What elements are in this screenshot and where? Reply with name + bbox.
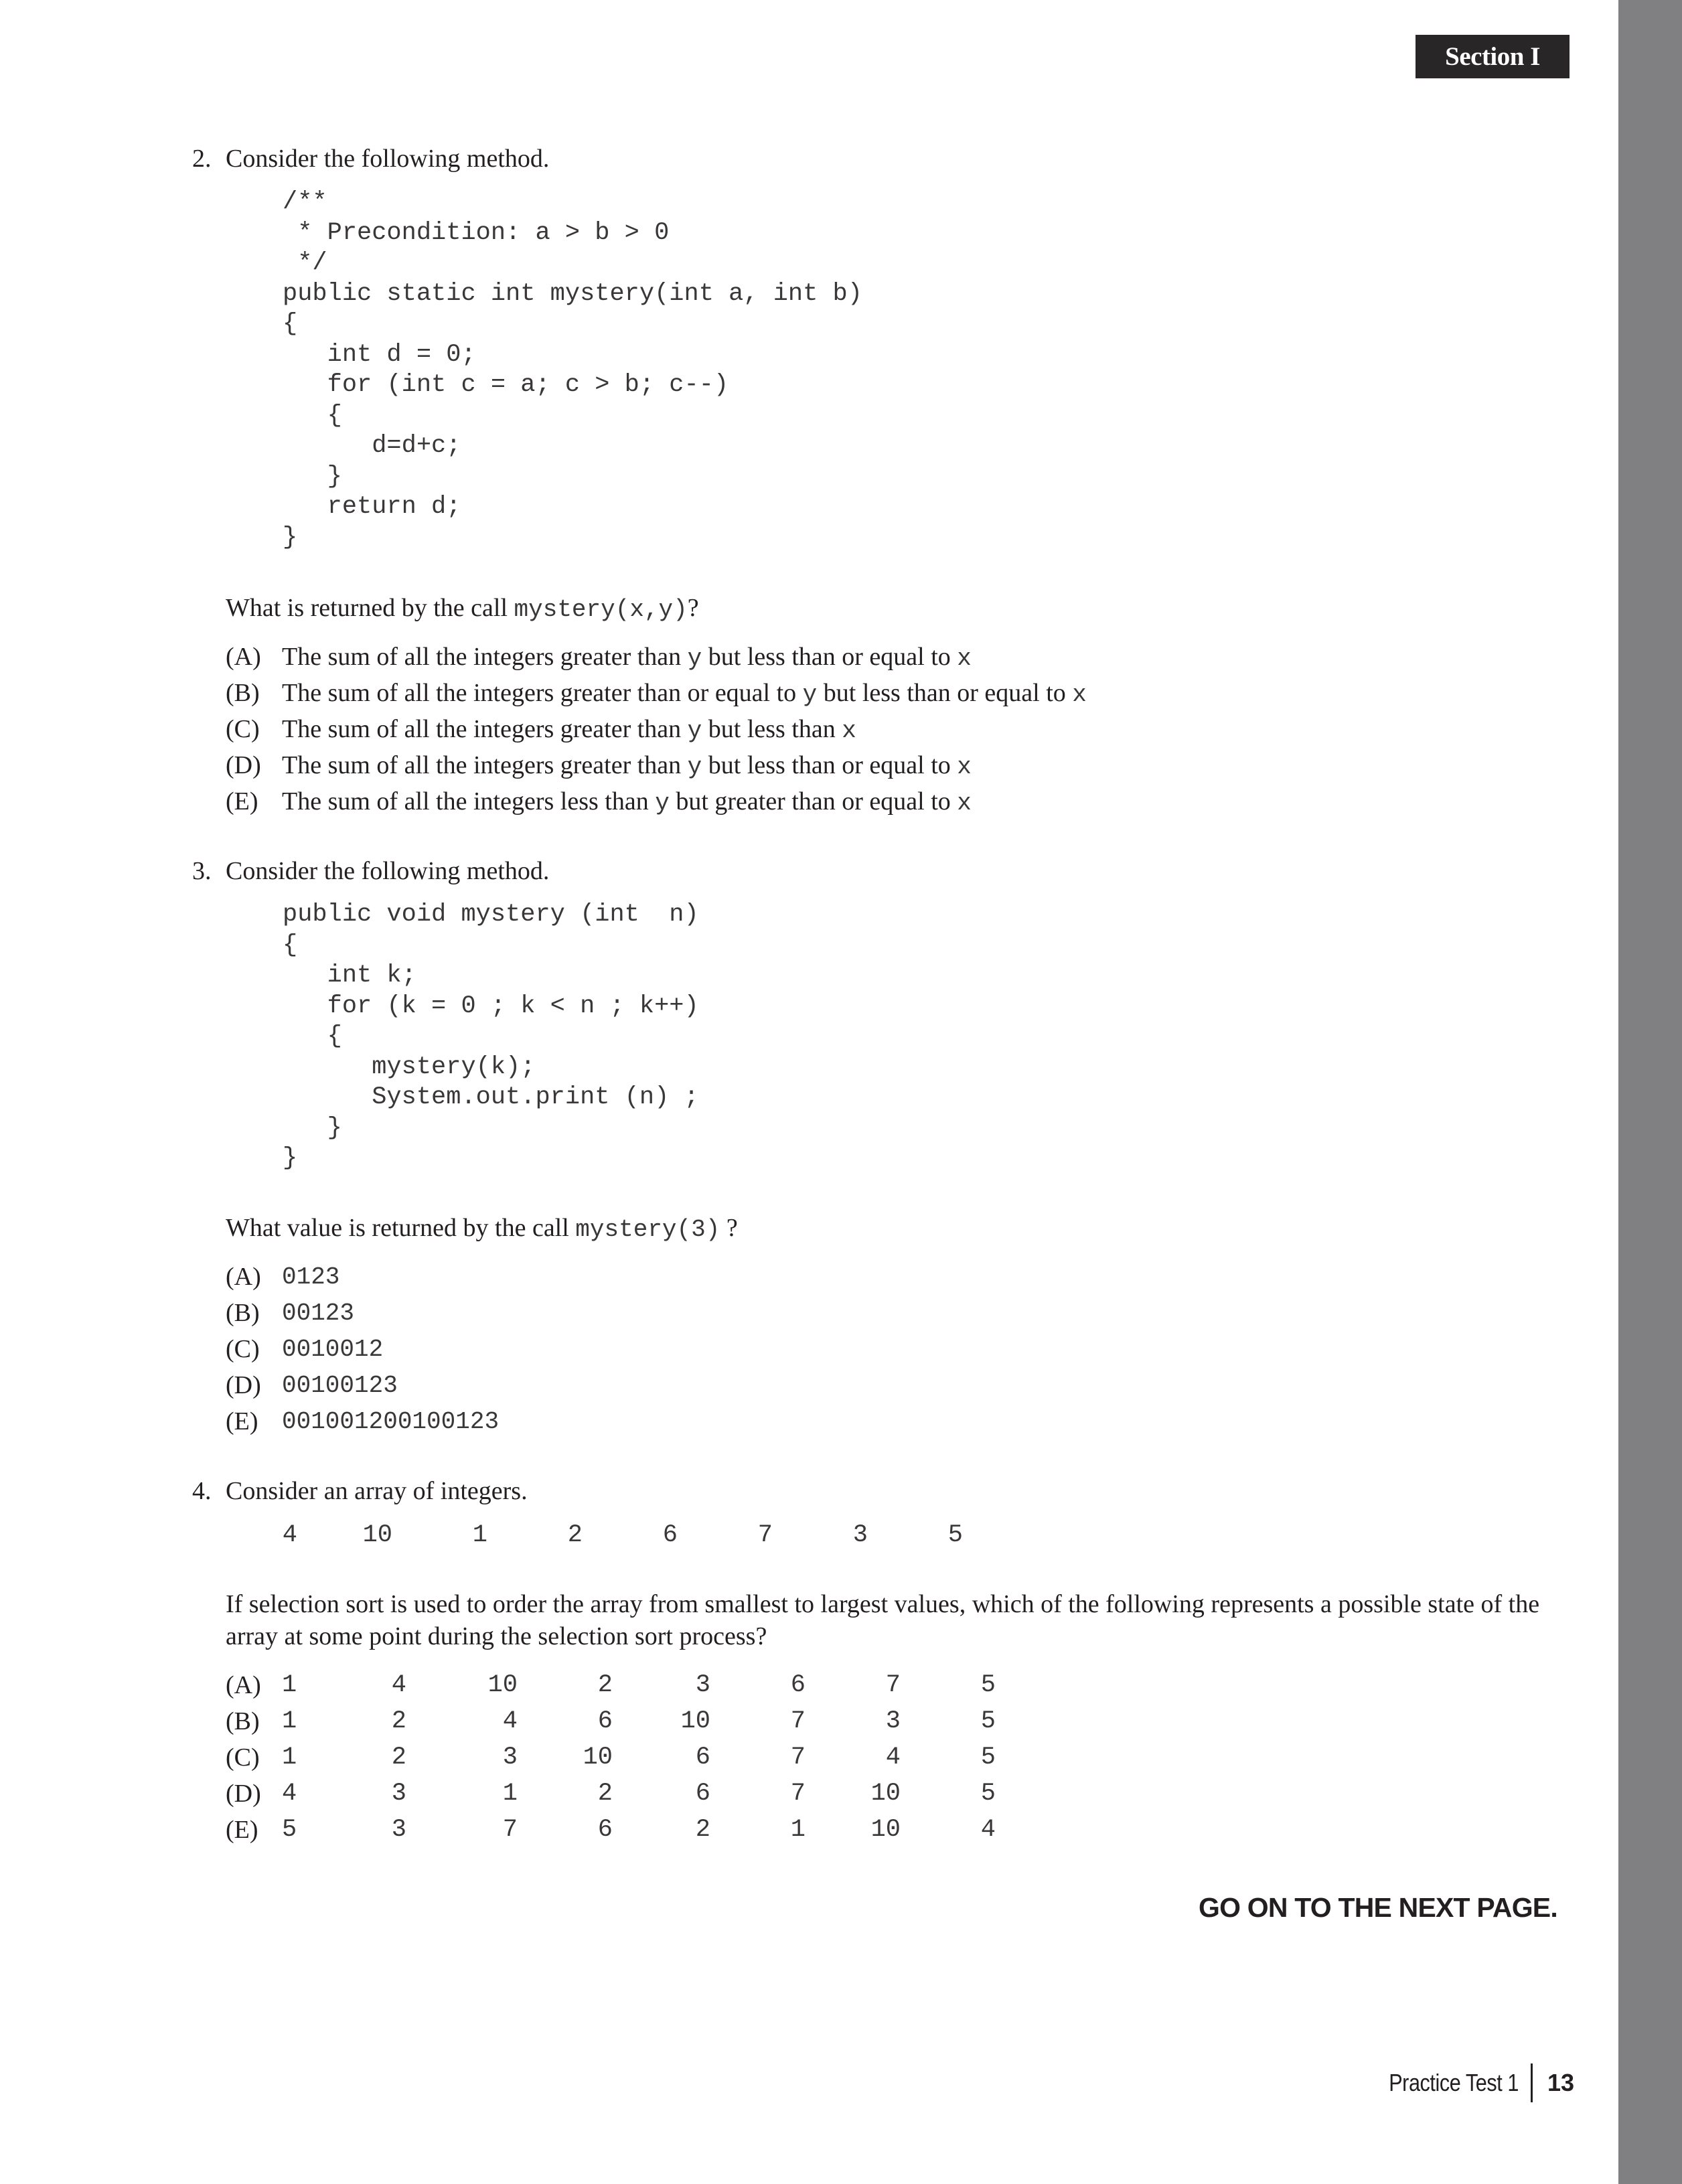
test-label: Practice Test 1 xyxy=(1389,2069,1519,2096)
section-badge xyxy=(1416,35,1570,78)
choice-b[interactable]: (B) 1 2 4 6 10 7 3 5 xyxy=(226,1707,996,1735)
question-number: 2. xyxy=(192,145,212,173)
question-prompt-q2: What is returned by the call mystery(x,y)? xyxy=(226,594,699,623)
question-2 xyxy=(192,143,549,174)
choice-c[interactable]: (C) 1 2 3 10 6 7 4 5 xyxy=(226,1743,996,1772)
question-3 xyxy=(192,856,549,886)
choice-a[interactable]: (A) 1 4 10 2 3 6 7 5 xyxy=(226,1671,996,1699)
go-to-next-page: GO ON TO THE NEXT PAGE. xyxy=(1199,1892,1557,1923)
question-intro: Consider an array of integers. xyxy=(226,1477,528,1505)
question-number: 4. xyxy=(192,1477,212,1505)
choice-d[interactable]: (D) The sum of all the integers greater than y but less than or equal to x xyxy=(226,751,972,781)
page-edge-tab xyxy=(1618,0,1682,2184)
choice-a[interactable]: (A) 0123 xyxy=(226,1263,340,1291)
choice-b[interactable]: (B) 00123 xyxy=(226,1299,355,1327)
choice-c[interactable]: (C) 0010012 xyxy=(226,1335,384,1363)
choice-b[interactable]: (B) The sum of all the integers greater than or equal to y but less than or equal to x xyxy=(226,678,1087,708)
choice-d[interactable]: (D) 4 3 1 2 6 7 10 5 xyxy=(226,1780,996,1808)
choice-c[interactable]: (C) The sum of all the integers greater than y but less than x xyxy=(226,714,856,745)
footer-divider xyxy=(1531,2063,1533,2102)
choice-e[interactable]: (E) 001001200100123 xyxy=(226,1407,500,1435)
choices-q4 xyxy=(226,1667,996,1848)
page-number: 13 xyxy=(1547,2069,1574,2096)
choices-q2 xyxy=(226,639,1087,820)
question-intro: Consider the following method. xyxy=(226,145,550,173)
question-prompt-q3: What value is returned by the call mystery(3) ? xyxy=(226,1214,738,1243)
question-prompt-q4: If selection sort is used to order the array from smallest to largest values, which of the following represents a possible state of the array at some point during the selection sort process? xyxy=(226,1590,1540,1650)
choices-q3 xyxy=(226,1259,499,1439)
code-block-q3: public void mystery (int n) { int k; for (k = 0 ; k < n ; k++) { mystery(k); System.out.print (n) ; } } xyxy=(283,901,699,1172)
choice-d[interactable]: (D) 00100123 xyxy=(226,1371,398,1399)
question-number: 3. xyxy=(192,857,212,885)
question-intro: Consider the following method. xyxy=(226,857,550,885)
page-footer xyxy=(1366,2063,1574,2102)
question-4 xyxy=(192,1476,528,1506)
choice-e[interactable]: (E) 5 3 7 6 2 1 10 4 xyxy=(226,1816,996,1844)
code-block-q2: /** * Precondition: a > b > 0 */ public static int mystery(int a, int b) { int d = 0; for (int c = a; c > b; c--) { d=d+c; } return d; } xyxy=(283,188,862,552)
section-label: Section I xyxy=(1445,42,1540,71)
choice-e[interactable]: (E) The sum of all the integers less than y but greater than or equal to x xyxy=(226,787,972,817)
choice-a[interactable]: (A) The sum of all the integers greater than y but less than or equal to x xyxy=(226,642,972,672)
initial-array: 4 10 1 2 6 7 3 5 xyxy=(282,1521,963,1549)
